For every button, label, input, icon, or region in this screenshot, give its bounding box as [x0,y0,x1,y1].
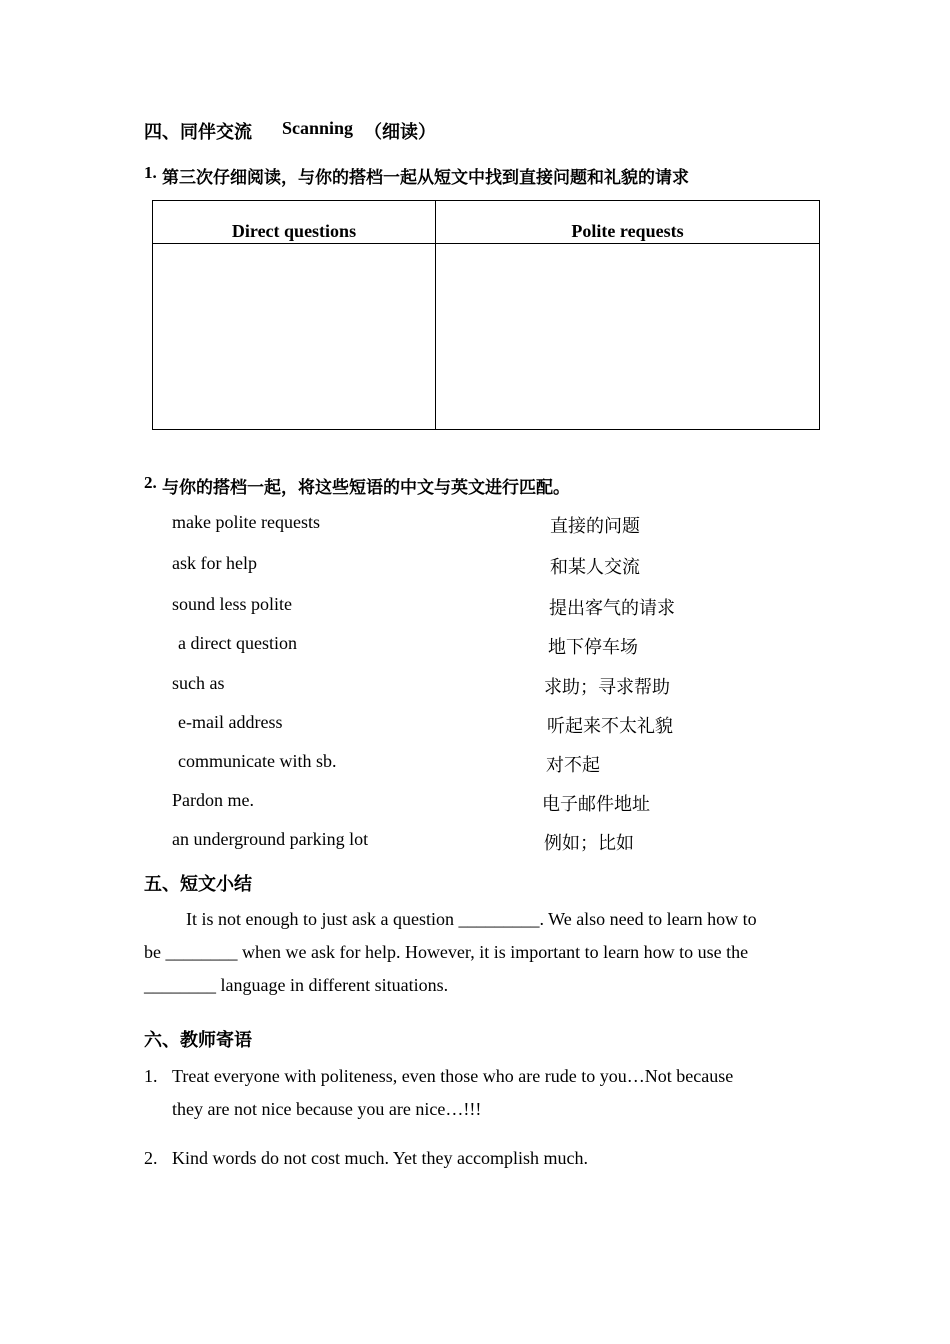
q1-number: 1. [144,163,157,182]
section6-heading: 六、教师寄语 [144,1030,252,1051]
quote-number: 2. [144,1148,158,1168]
chinese-phrase: 地下停车场 [548,637,638,658]
english-phrase: e-mail address [178,712,283,732]
chinese-phrase: 提出客气的请求 [549,598,675,619]
chinese-phrase: 电子邮件地址 [542,794,650,815]
chinese-phrase: 求助；寻求帮助 [544,677,670,698]
section5-heading: 五、短文小结 [144,874,252,895]
table-header-polite-requests: Polite requests [571,221,684,241]
english-phrase: make polite requests [172,512,320,532]
english-phrase: a direct question [178,633,297,653]
questions-requests-table [152,200,820,430]
english-phrase: Pardon me. [172,790,254,810]
summary-line-3: ________ language in different situations. [144,975,449,995]
chinese-phrase: 例如；比如 [544,833,634,854]
english-phrase: ask for help [172,553,257,573]
english-phrase: sound less polite [172,594,292,614]
section4-heading-paren: （细读） [364,122,436,143]
quote-line: Treat everyone with politeness, even those who are rude to you…Not because [172,1066,734,1086]
english-phrase: communicate with sb. [178,751,337,771]
q2-number: 2. [144,473,157,492]
table-header-direct-questions: Direct questions [231,221,357,241]
chinese-phrase: 和某人交流 [550,557,640,578]
section4-heading-cn: 四、同伴交流 [144,122,252,143]
chinese-phrase: 直接的问题 [550,516,640,537]
direct-questions-answer-cell[interactable] [153,244,435,429]
quote-number: 1. [144,1066,158,1086]
chinese-phrase: 听起来不太礼貌 [547,716,673,737]
quote-line: they are not nice because you are nice…!!! [172,1099,482,1119]
q1-text: 第三次仔细阅读，与你的搭档一起从短文中找到直接问题和礼貌的请求 [162,168,689,188]
summary-line-2: be ________ when we ask for help. However, it is important to learn how to use the [144,942,749,962]
english-phrase: an underground parking lot [172,829,369,849]
section4-heading-en: Scanning [282,118,354,138]
q2-text: 与你的搭档一起，将这些短语的中文与英文进行匹配。 [162,478,570,498]
quote-line: Kind words do not cost much. Yet they accomplish much. [172,1148,588,1168]
polite-requests-answer-cell[interactable] [436,244,819,429]
chinese-phrase: 对不起 [546,755,600,776]
english-phrase: such as [172,673,225,693]
summary-line-1: It is not enough to just ask a question _________. We also need to learn how to [186,909,757,929]
